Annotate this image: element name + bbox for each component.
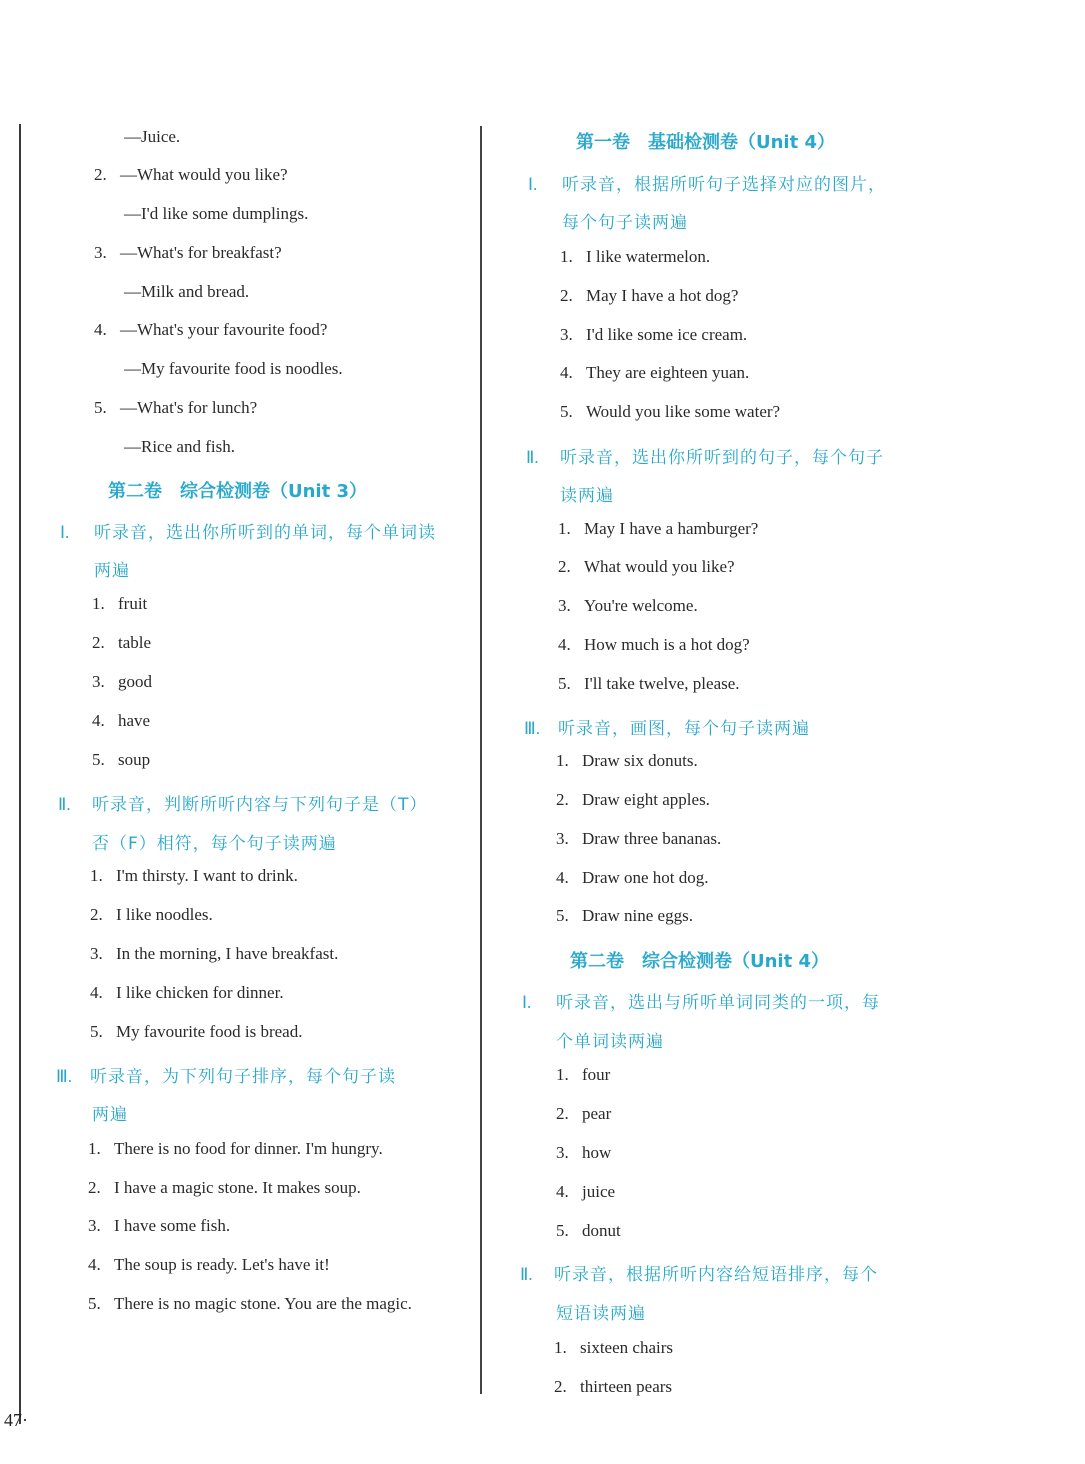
list-item: 2. Draw eight apples. bbox=[556, 790, 710, 809]
list-item: 5. soup bbox=[92, 750, 151, 769]
list-item: 5. My favourite food is bread. bbox=[90, 1022, 303, 1041]
list-item: 2. What would you like? bbox=[558, 557, 735, 576]
question-heading: Ⅱ. 听录音，选出你所听到的句子，每个句子 bbox=[526, 448, 884, 468]
list-item: 3. I'd like some ice cream. bbox=[560, 325, 748, 344]
list-item: 1. There is no food for dinner. I'm hungry. bbox=[88, 1139, 383, 1158]
question-heading: Ⅰ. 听录音，选出与所听单词同类的一项，每 bbox=[522, 993, 880, 1013]
column-divider bbox=[480, 126, 482, 1394]
question-heading-cont: 两遍 bbox=[94, 561, 130, 581]
list-item: 2. May I have a hot dog? bbox=[560, 286, 739, 305]
list-item: 1. Draw six donuts. bbox=[556, 751, 698, 770]
list-item: 5. Would you like some water? bbox=[560, 402, 781, 421]
list-item: 4. juice bbox=[556, 1182, 616, 1201]
question-heading-cont: 短语读两遍 bbox=[556, 1304, 646, 1324]
list-item: 3. I have some fish. bbox=[88, 1216, 231, 1235]
list-item: —I'd like some dumplings. bbox=[124, 204, 309, 223]
list-item: 5. Draw nine eggs. bbox=[556, 906, 693, 925]
list-item: 5. donut bbox=[556, 1221, 621, 1240]
list-item: 2. pear bbox=[556, 1104, 612, 1123]
list-item: 4. They are eighteen yuan. bbox=[560, 363, 750, 382]
list-item: 5. —What's for lunch? bbox=[94, 398, 258, 417]
question-heading: Ⅲ. 听录音，为下列句子排序，每个句子读 bbox=[56, 1067, 396, 1087]
list-item: 2. thirteen pears bbox=[554, 1377, 673, 1396]
list-item: 2. table bbox=[92, 633, 152, 652]
list-item: 4. Draw one hot dog. bbox=[556, 868, 709, 887]
question-heading-cont: 每个句子读两遍 bbox=[562, 213, 688, 233]
list-item: 3. In the morning, I have breakfast. bbox=[90, 944, 339, 963]
question-heading: Ⅰ. 听录音，根据所听句子选择对应的图片， bbox=[528, 175, 886, 195]
question-heading: Ⅱ. 听录音，根据所听内容给短语排序，每个 bbox=[520, 1265, 878, 1285]
list-item: 4. have bbox=[92, 711, 151, 730]
list-item: 1. fruit bbox=[92, 594, 148, 613]
list-item: —Juice. bbox=[124, 127, 181, 146]
list-item: 1. May I have a hamburger? bbox=[558, 519, 759, 538]
list-item: 2. —What would you like? bbox=[94, 165, 288, 184]
list-item: 4. How much is a hot dog? bbox=[558, 635, 750, 654]
list-item: 4. The soup is ready. Let's have it! bbox=[88, 1255, 330, 1274]
list-item: 3. —What's for breakfast? bbox=[94, 243, 282, 262]
list-item: —Milk and bread. bbox=[124, 282, 250, 301]
list-item: —My favourite food is noodles. bbox=[124, 359, 343, 378]
section-title: 第二卷 综合检测卷（Unit 4） bbox=[570, 951, 829, 972]
left-margin-rule bbox=[19, 124, 21, 1424]
question-heading-cont: 个单词读两遍 bbox=[556, 1032, 664, 1052]
list-item: 4. —What's your favourite food? bbox=[94, 320, 328, 339]
question-heading: Ⅲ. 听录音，画图，每个句子读两遍 bbox=[524, 719, 810, 739]
list-item: 1. sixteen chairs bbox=[554, 1338, 673, 1357]
list-item: 1. I like watermelon. bbox=[560, 247, 711, 266]
list-item: 2. I like noodles. bbox=[90, 905, 213, 924]
list-item: 5. I'll take twelve, please. bbox=[558, 674, 740, 693]
list-item: 1. I'm thirsty. I want to drink. bbox=[90, 866, 298, 885]
question-heading-cont: 两遍 bbox=[92, 1105, 128, 1125]
question-heading-cont: 否（F）相符，每个句子读两遍 bbox=[92, 834, 337, 854]
question-heading-cont: 读两遍 bbox=[560, 486, 614, 506]
list-item: 5. There is no magic stone. You are the magic. bbox=[88, 1294, 412, 1313]
list-item: —Rice and fish. bbox=[124, 437, 235, 456]
list-item: 3. how bbox=[556, 1143, 612, 1162]
list-item: 1. four bbox=[556, 1065, 611, 1084]
question-heading: Ⅱ. 听录音，判断所听内容与下列句子是（T） bbox=[58, 795, 428, 815]
list-item: 3. You're welcome. bbox=[558, 596, 698, 615]
list-item: 2. I have a magic stone. It makes soup. bbox=[88, 1178, 361, 1197]
question-heading: Ⅰ. 听录音，选出你所听到的单词，每个单词读 bbox=[60, 523, 436, 543]
section-title: 第二卷 综合检测卷（Unit 3） bbox=[108, 481, 367, 502]
list-item: 4. I like chicken for dinner. bbox=[90, 983, 284, 1002]
list-item: 3. good bbox=[92, 672, 152, 691]
page-number: 47· bbox=[4, 1410, 28, 1430]
list-item: 3. Draw three bananas. bbox=[556, 829, 722, 848]
section-title: 第一卷 基础检测卷（Unit 4） bbox=[576, 132, 835, 153]
